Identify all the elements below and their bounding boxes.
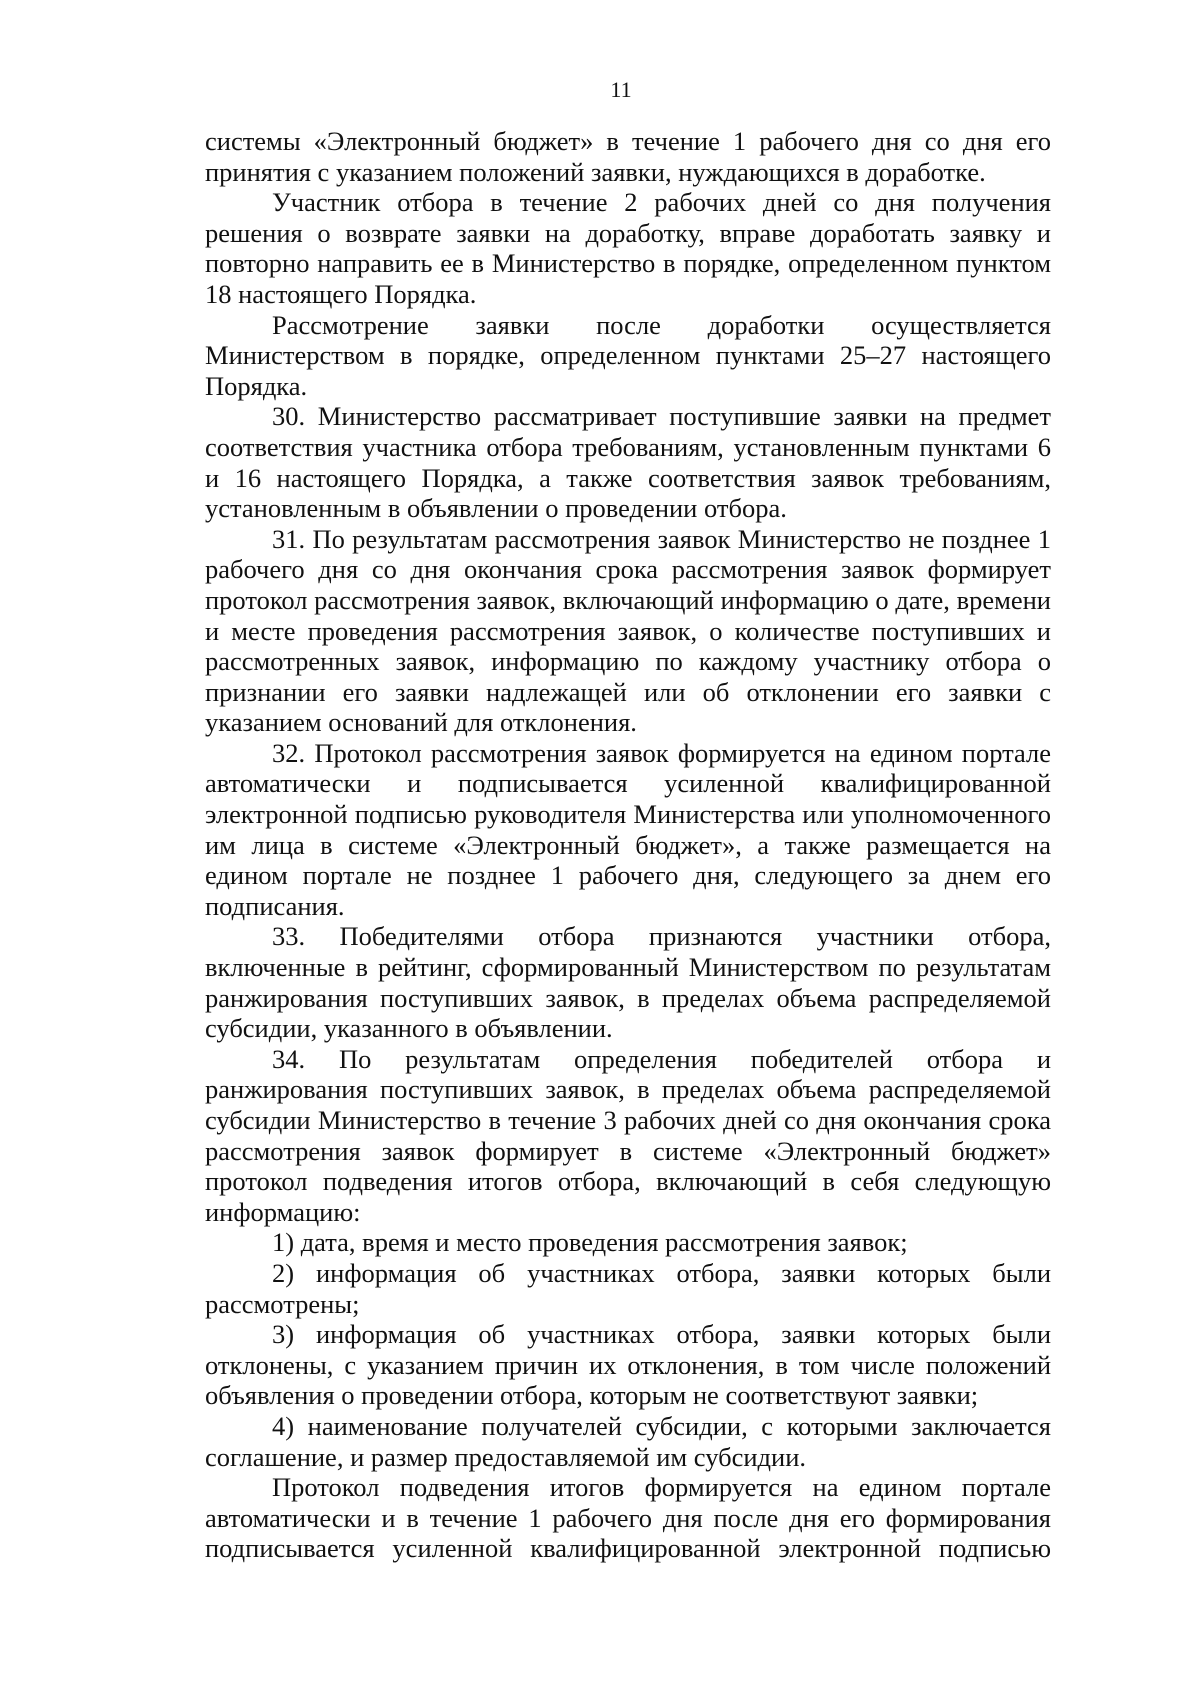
list-item-2: 2) информация об участниках отбора, заявки которых были рассмотрены; — [205, 1257, 1051, 1319]
paragraph-item-30: 30. Министерство рассматривает поступившие заявки на предмет соответствия участника отбора требованиям, установленным пунктами 6 и 16 настоящего Порядка, а также соответствия заявок требованиям, установленным в объявлении о проведении отбора. — [205, 401, 1051, 524]
paragraph-return-for-revision: Участник отбора в течение 2 рабочих дней со дня получения решения о возврате заявки на доработку, вправе доработать заявку и повторно направить ее в Министерство в порядке, определенном пунктом 18 настоящего Порядка. — [205, 187, 1051, 309]
page-number: 11 — [610, 77, 632, 102]
document-body — [205, 126, 1051, 1564]
paragraph-item-34: 34. По результатам определения победителей отбора и ранжирования поступивших заявок, в пределах объема распределяемой субсидии Министерство в течение 3 рабочих дней со дня окончания срока рассмотрения заявок формирует в системе «Электронный бюджет» протокол подведения итогов отбора, включающий в себя следующую информацию: — [205, 1043, 1051, 1227]
list-item-4: 4) наименование получателей субсидии, с которыми заключается соглашение, и размер предоставляемой им субсидии. — [205, 1410, 1051, 1472]
paragraph-review-after-revision: Рассмотрение заявки после доработки осуществляется Министерством в порядке, определенном пунктами 25–27 настоящего Порядка. — [205, 309, 1051, 401]
paragraph-continuation: системы «Электронный бюджет» в течение 1 рабочего дня со дня его принятия с указанием положений заявки, нуждающихся в доработке. — [205, 126, 1051, 187]
list-item-3: 3) информация об участниках отбора, заявки которых были отклонены, с указанием причин их отклонения, в том числе положений объявления о проведении отбора, которым не соответствуют заявки; — [205, 1319, 1051, 1411]
paragraph-item-33: 33. Победителями отбора признаются участники отбора, включенные в рейтинг, сформированный Министерством по результатам ранжирования поступивших заявок, в пределах объема распределяемой субсидии, указанного в объявлении. — [205, 921, 1051, 1044]
paragraph-item-31: 31. По результатам рассмотрения заявок Министерство не позднее 1 рабочего дня со дня окончания срока рассмотрения заявок формирует протокол рассмотрения заявок, включающий информацию о дате, времени и месте проведения рассмотрения заявок, о количестве поступивших и рассмотренных заявок, информацию по каждому участнику отбора о признании его заявки надлежащей или об отклонении его заявки с указанием оснований для отклонения. — [205, 523, 1051, 738]
paragraph-item-32: 32. Протокол рассмотрения заявок формируется на едином портале автоматически и подписывается усиленной квалифицированной электронной подписью руководителя Министерства или уполномоченного им лица в системе «Электронный бюджет», а также размещается на едином портале не позднее 1 рабочего дня, следующего за днем его подписания. — [205, 737, 1051, 921]
paragraph-summary-protocol: Протокол подведения итогов формируется на едином портале автоматически и в течение 1 рабочего дня после дня его формирования подписывается усиленной квалифицированной электронной подписью — [205, 1472, 1051, 1564]
list-item-1: 1) дата, время и место проведения рассмотрения заявок; — [272, 1227, 908, 1258]
